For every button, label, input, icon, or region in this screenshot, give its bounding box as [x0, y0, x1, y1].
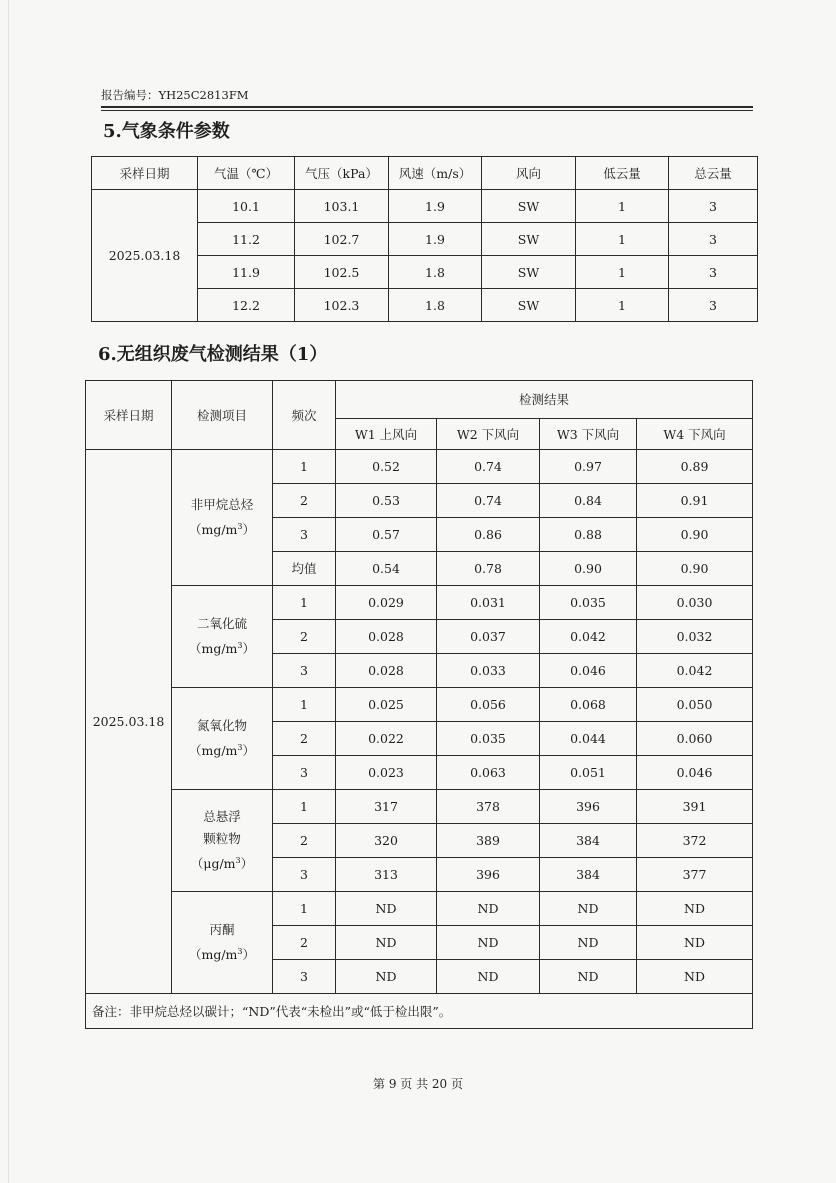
frequency-cell: 2 — [273, 926, 336, 960]
frequency-cell: 3 — [273, 858, 336, 892]
test-item-name: 非甲烷总烃 — [190, 496, 254, 512]
weather-row — [92, 190, 758, 223]
test-item-name-2: 颗粒物 — [203, 830, 241, 846]
result-value-cell: ND — [637, 960, 753, 994]
test-item-label — [172, 715, 272, 762]
result-value-cell: 396 — [437, 858, 540, 892]
result-value-cell: 0.74 — [437, 450, 540, 484]
result-value-cell: 0.032 — [637, 620, 753, 654]
weather-cell: SW — [482, 289, 576, 322]
header-sampling-date: 采样日期 — [86, 381, 172, 450]
result-value-cell: 0.90 — [637, 552, 753, 586]
header-results: 检测结果 — [336, 381, 753, 419]
weather-cell: 1 — [576, 223, 669, 256]
result-value-cell: 0.022 — [336, 722, 437, 756]
result-value-cell: 0.90 — [540, 552, 637, 586]
frequency-cell: 3 — [273, 518, 336, 552]
test-item-cell — [172, 586, 273, 688]
result-value-cell: 0.068 — [540, 688, 637, 722]
test-item-cell — [172, 450, 273, 586]
result-value-cell: 0.028 — [336, 654, 437, 688]
result-value-cell: 0.063 — [437, 756, 540, 790]
unit-suffix: ） — [242, 641, 256, 657]
emission-results-table — [85, 380, 753, 1029]
weather-cell: 11.2 — [198, 223, 295, 256]
frequency-cell: 1 — [273, 790, 336, 824]
unit-prefix: （mg/m — [188, 641, 238, 657]
weather-cell: SW — [482, 190, 576, 223]
result-value-cell: ND — [336, 960, 437, 994]
unit-suffix: ） — [242, 743, 256, 759]
unit-suffix: ） — [242, 522, 256, 538]
result-row — [86, 892, 753, 926]
result-value-cell: ND — [437, 892, 540, 926]
result-value-cell: 0.030 — [637, 586, 753, 620]
weather-cell: 1 — [576, 190, 669, 223]
test-item-label — [172, 806, 272, 875]
result-value-cell: 0.029 — [336, 586, 437, 620]
result-value-cell: 378 — [437, 790, 540, 824]
result-value-cell: 0.78 — [437, 552, 540, 586]
weather-header-cell: 气压（kPa） — [295, 157, 389, 190]
result-value-cell: 0.046 — [540, 654, 637, 688]
test-item-label — [172, 919, 272, 966]
test-item-label — [172, 494, 272, 541]
weather-cell: 102.7 — [295, 223, 389, 256]
weather-cell: 1.9 — [389, 190, 482, 223]
unit-prefix: （mg/m — [188, 522, 238, 538]
result-value-cell: 384 — [540, 824, 637, 858]
weather-table — [91, 156, 758, 322]
results-header-row-1 — [86, 381, 753, 419]
result-value-cell: 372 — [637, 824, 753, 858]
test-item-name: 氮氧化物 — [196, 717, 247, 733]
result-row — [86, 450, 753, 484]
unit-superscript: 3 — [237, 742, 243, 752]
result-value-cell: 0.86 — [437, 518, 540, 552]
header-point: W1 上风向 — [336, 419, 437, 450]
result-value-cell: 0.025 — [336, 688, 437, 722]
unit-prefix: （μg/m — [190, 856, 236, 872]
result-value-cell: 317 — [336, 790, 437, 824]
result-value-cell: 0.54 — [336, 552, 437, 586]
result-value-cell: ND — [336, 926, 437, 960]
result-value-cell: 0.033 — [437, 654, 540, 688]
weather-cell: 1.8 — [389, 289, 482, 322]
frequency-cell: 3 — [273, 756, 336, 790]
result-value-cell: 0.89 — [637, 450, 753, 484]
test-item-name: 二氧化硫 — [196, 615, 247, 631]
frequency-cell: 1 — [273, 586, 336, 620]
note-row — [86, 994, 753, 1029]
unit-superscript: 3 — [237, 946, 243, 956]
result-value-cell: 0.91 — [637, 484, 753, 518]
frequency-cell: 3 — [273, 654, 336, 688]
result-value-cell: 391 — [637, 790, 753, 824]
result-value-cell: 0.035 — [437, 722, 540, 756]
result-value-cell: 0.060 — [637, 722, 753, 756]
result-row — [86, 688, 753, 722]
result-value-cell: 396 — [540, 790, 637, 824]
result-value-cell: 0.056 — [437, 688, 540, 722]
result-value-cell: ND — [540, 892, 637, 926]
header-rule-thick — [101, 106, 753, 108]
result-value-cell: 0.044 — [540, 722, 637, 756]
result-value-cell: 0.52 — [336, 450, 437, 484]
test-item-unit — [172, 516, 272, 541]
frequency-cell: 1 — [273, 892, 336, 926]
weather-header-cell: 总云量 — [669, 157, 758, 190]
weather-header-cell: 风速（m/s） — [389, 157, 482, 190]
weather-cell: SW — [482, 256, 576, 289]
weather-header-row — [92, 157, 758, 190]
result-value-cell: 0.90 — [637, 518, 753, 552]
result-value-cell: 384 — [540, 858, 637, 892]
header-point: W3 下风向 — [540, 419, 637, 450]
result-value-cell: 0.051 — [540, 756, 637, 790]
weather-cell: 3 — [669, 289, 758, 322]
result-value-cell: ND — [437, 926, 540, 960]
result-value-cell: ND — [437, 960, 540, 994]
result-value-cell: 0.84 — [540, 484, 637, 518]
result-value-cell: 0.88 — [540, 518, 637, 552]
header-point: W2 下风向 — [437, 419, 540, 450]
result-value-cell: 377 — [637, 858, 753, 892]
result-value-cell: 0.031 — [437, 586, 540, 620]
test-item-unit — [172, 850, 272, 875]
weather-cell: 1 — [576, 289, 669, 322]
weather-cell: 3 — [669, 223, 758, 256]
weather-header-cell: 风向 — [482, 157, 576, 190]
result-date-cell: 2025.03.18 — [86, 450, 172, 994]
result-value-cell: 0.028 — [336, 620, 437, 654]
weather-cell: SW — [482, 223, 576, 256]
header-frequency: 频次 — [273, 381, 336, 450]
weather-cell: 102.3 — [295, 289, 389, 322]
test-item-unit — [172, 635, 272, 660]
result-value-cell: 0.042 — [637, 654, 753, 688]
header-rule-thin — [101, 110, 753, 111]
note-cell: 备注：非甲烷总烃以碳计；“ND”代表“未检出”或“低于检出限”。 — [86, 994, 753, 1029]
weather-header-cell: 气温（℃） — [198, 157, 295, 190]
weather-cell: 11.9 — [198, 256, 295, 289]
result-value-cell: ND — [637, 926, 753, 960]
result-value-cell: 0.57 — [336, 518, 437, 552]
page-footer: 第 9 页 共 20 页 — [373, 1077, 463, 1091]
frequency-cell: 3 — [273, 960, 336, 994]
weather-cell: 102.5 — [295, 256, 389, 289]
test-item-cell — [172, 892, 273, 994]
section-5-title: 5.气象条件参数 — [103, 121, 230, 142]
result-value-cell: 313 — [336, 858, 437, 892]
result-value-cell: 0.53 — [336, 484, 437, 518]
scan-edge-line — [8, 0, 9, 1183]
weather-date-cell: 2025.03.18 — [92, 190, 198, 322]
weather-cell: 1 — [576, 256, 669, 289]
unit-suffix: ） — [242, 947, 256, 963]
result-row — [86, 586, 753, 620]
unit-superscript: 3 — [235, 855, 241, 865]
result-value-cell: ND — [540, 960, 637, 994]
test-item-cell — [172, 790, 273, 892]
result-value-cell: 0.74 — [437, 484, 540, 518]
unit-suffix: ） — [240, 856, 254, 872]
frequency-cell: 2 — [273, 824, 336, 858]
header-test-item: 检测项目 — [172, 381, 273, 450]
result-value-cell: 0.050 — [637, 688, 753, 722]
test-item-unit — [172, 941, 272, 966]
section-6-title: 6.无组织废气检测结果（1） — [98, 344, 328, 365]
result-value-cell: ND — [540, 926, 637, 960]
weather-header-cell: 低云量 — [576, 157, 669, 190]
weather-cell: 12.2 — [198, 289, 295, 322]
frequency-cell: 2 — [273, 484, 336, 518]
result-value-cell: 0.023 — [336, 756, 437, 790]
frequency-cell: 2 — [273, 722, 336, 756]
result-value-cell: ND — [336, 892, 437, 926]
unit-prefix: （mg/m — [188, 743, 238, 759]
frequency-cell: 1 — [273, 450, 336, 484]
unit-superscript: 3 — [237, 640, 243, 650]
frequency-cell: 均值 — [273, 552, 336, 586]
test-item-name: 总悬浮 — [203, 808, 241, 824]
test-item-label — [172, 613, 272, 660]
frequency-cell: 2 — [273, 620, 336, 654]
result-value-cell: 389 — [437, 824, 540, 858]
weather-cell: 1.8 — [389, 256, 482, 289]
result-value-cell: 0.037 — [437, 620, 540, 654]
result-value-cell: 0.042 — [540, 620, 637, 654]
result-value-cell: 0.035 — [540, 586, 637, 620]
report-number: 报告编号：YH25C2813FM — [101, 88, 249, 102]
result-value-cell: 0.97 — [540, 450, 637, 484]
unit-superscript: 3 — [237, 521, 243, 531]
result-value-cell: ND — [637, 892, 753, 926]
result-value-cell: 0.046 — [637, 756, 753, 790]
weather-cell: 3 — [669, 256, 758, 289]
frequency-cell: 1 — [273, 688, 336, 722]
unit-prefix: （mg/m — [188, 947, 238, 963]
weather-cell: 103.1 — [295, 190, 389, 223]
result-row — [86, 790, 753, 824]
test-item-cell — [172, 688, 273, 790]
weather-cell: 3 — [669, 190, 758, 223]
result-value-cell: 320 — [336, 824, 437, 858]
weather-cell: 1.9 — [389, 223, 482, 256]
weather-cell: 10.1 — [198, 190, 295, 223]
test-item-unit — [172, 737, 272, 762]
header-point: W4 下风向 — [637, 419, 753, 450]
test-item-name: 丙酮 — [209, 921, 235, 937]
weather-header-cell: 采样日期 — [92, 157, 198, 190]
